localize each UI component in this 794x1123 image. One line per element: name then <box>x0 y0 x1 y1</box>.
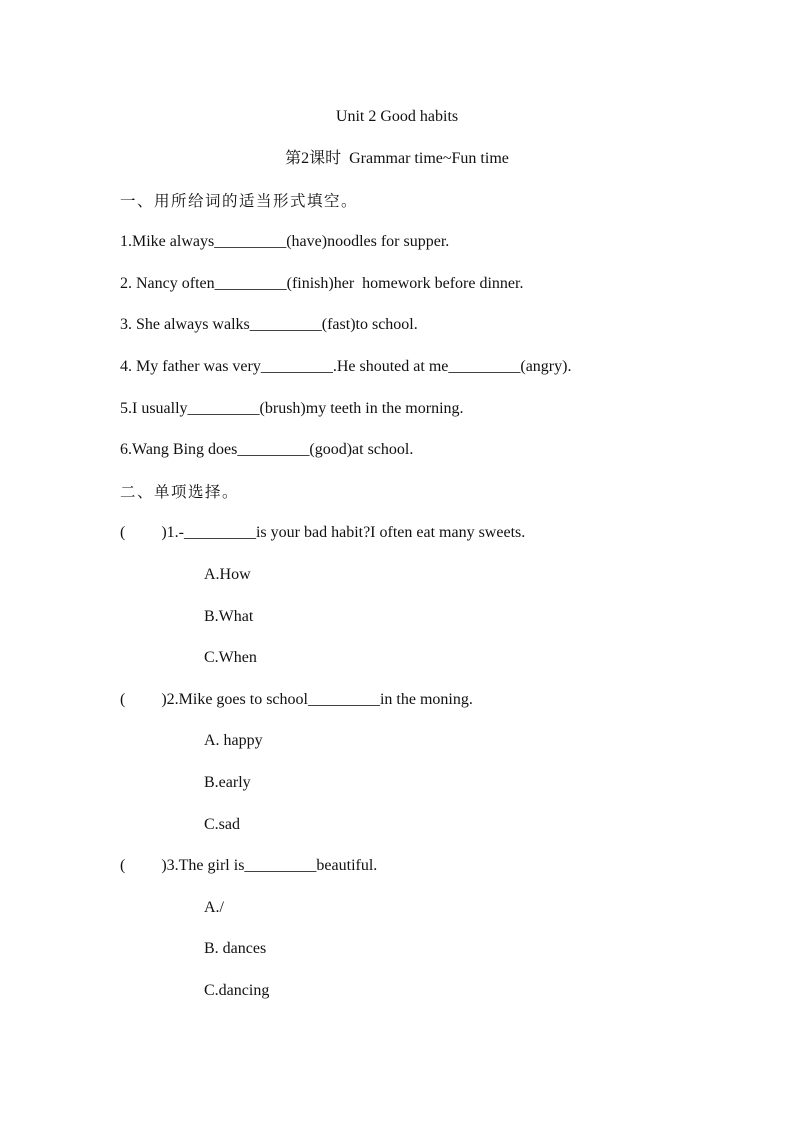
section-heading-fill-in: 一、用所给词的适当形式填空。 <box>120 192 359 210</box>
page-title: Unit 2 Good habits <box>335 108 459 125</box>
fill-in-item: 6.Wang Bing does_________(good)at school. <box>120 441 414 458</box>
fill-in-item: 2. Nancy often_________(finish)her homework before dinner. <box>120 275 524 292</box>
choice-option: B. dances <box>204 940 267 957</box>
section-heading-multiple-choice: 二、单项选择。 <box>120 483 240 501</box>
choice-option: A. happy <box>204 732 263 749</box>
lesson-subtitle: 第2课时 Grammar time~Fun time <box>285 150 509 167</box>
fill-in-item: 3. She always walks_________(fast)to school. <box>120 316 418 333</box>
choice-question-stem: ( )3.The girl is_________beautiful. <box>120 857 378 874</box>
choice-option: B.early <box>204 774 251 791</box>
fill-in-item: 4. My father was very_________.He shouted at me_________(angry). <box>120 358 572 375</box>
choice-option: C.dancing <box>204 982 270 999</box>
choice-question-stem: ( )2.Mike goes to school_________in the moning. <box>120 691 473 708</box>
choice-question-stem: ( )1.-_________is your bad habit?I often eat many sweets. <box>120 524 526 541</box>
choice-option: A./ <box>204 899 224 916</box>
choice-option: A.How <box>204 566 251 583</box>
choice-option: B.What <box>204 608 254 625</box>
fill-in-item: 1.Mike always_________(have)noodles for supper. <box>120 233 450 250</box>
choice-option: C.When <box>204 649 257 666</box>
fill-in-item: 5.I usually_________(brush)my teeth in the morning. <box>120 400 464 417</box>
choice-option: C.sad <box>204 816 240 833</box>
